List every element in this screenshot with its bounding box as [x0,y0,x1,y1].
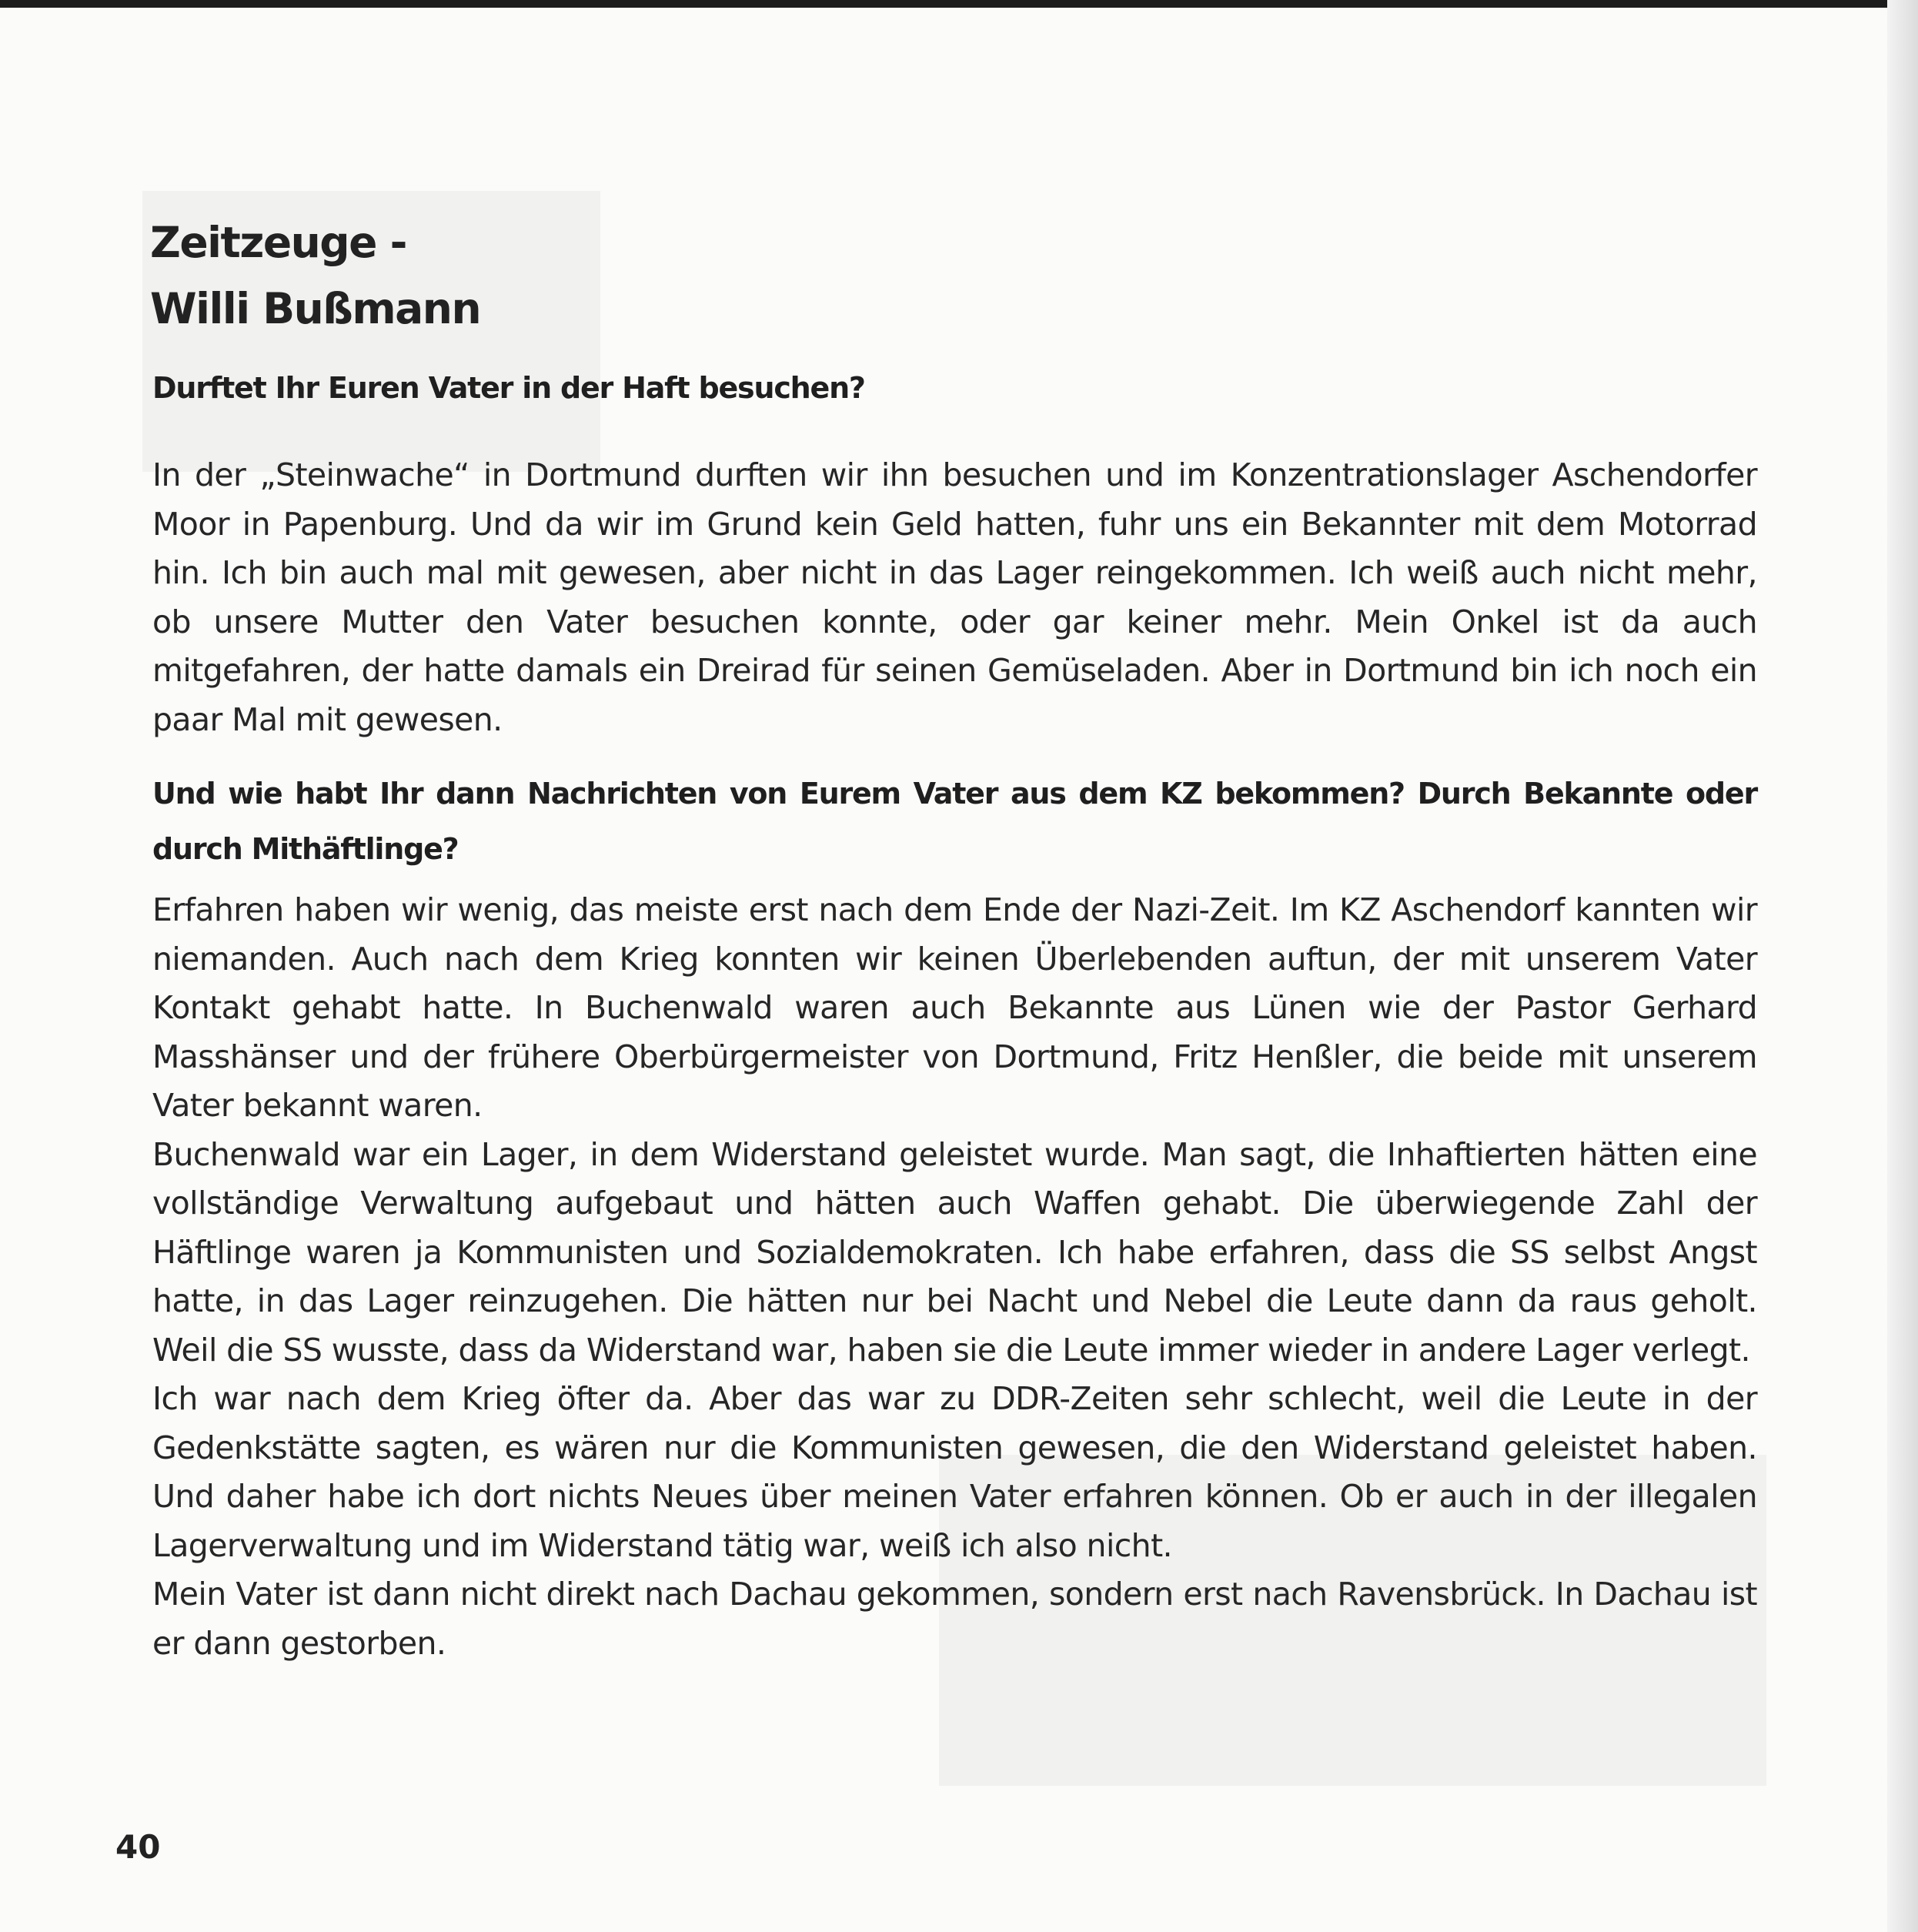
title-line-1: Zeitzeuge - [150,218,406,267]
page-title [150,209,480,342]
answer-2-paragraph-1: Erfahren haben wir wenig, das meiste erst nach dem Ende der Nazi-Zeit. Im KZ Aschendorf kannten wir niemanden. Auch nach dem Krieg konnten wir keinen Überlebenden auftun, der mit unserem Vater Kontakt gehabt hatte. In Buchenwald waren auch Bekannte aus Lünen wie der Pastor Gerhard Masshänser und der frühere Oberbürgermeister von Dortmund, Fritz Henßler, die beide mit unserem Vater bekannt waren. [152,891,1757,1124]
question-1: Durftet Ihr Euren Vater in der Haft besuchen? [152,371,865,405]
answer-2-paragraph-4: Mein Vater ist dann nicht direkt nach Dachau gekommen, sondern erst nach Ravensbrück. In Dachau ist er dann gestorben. [152,1576,1757,1662]
page-gutter [1887,0,1918,1932]
answer-1: In der „Steinwache“ in Dortmund durften wir ihn besuchen und im Konzentrationslager Aschendorfer Moor in Papenburg. Und da wir im Grund kein Geld hatten, fuhr uns ein Bekannter mit dem Motorrad hin. Ich bin auch mal mit gewesen, aber nicht in das Lager reingekommen. Ich weiß auch nicht mehr, ob unsere Mutter den Vater besuchen konnte, oder gar keiner mehr. Mein Onkel ist da auch mitgefahren, der hatte damals ein Dreirad für seinen Gemüseladen. Aber in Dortmund bin ich noch ein paar Mal mit gewesen. [152,456,1757,738]
interview-body [152,362,1757,1668]
page-number: 40 [115,1828,161,1866]
question-2: Und wie habt Ihr dann Nachrichten von Eurem Vater aus dem KZ bekommen? Durch Bekannte oder durch Mithäftlinge? [152,777,1757,866]
answer-2-paragraph-3: Ich war nach dem Krieg öfter da. Aber das war zu DDR-Zeiten sehr schlecht, weil die Leute in der Gedenkstätte sagten, es wären nur die Kommunisten gewesen, die den Widerstand geleistet haben. Und daher habe ich dort nichts Neues über meinen Vater erfahren können. Ob er auch in der illegalen Lagerverwaltung und im Widerstand tätig war, weiß ich also nicht. [152,1380,1757,1564]
scan-top-edge [0,0,1918,8]
answer-2-paragraph-2: Buchenwald war ein Lager, in dem Widerstand geleistet wurde. Man sagt, die Inhaftierten hätten eine vollständige Verwaltung aufgebaut und hätten auch Waffen gehabt. Die überwiegende Zahl der Häftlinge waren ja Kommunisten und Sozialdemokraten. Ich habe erfahren, dass die SS selbst Angst hatte, in das Lager reinzugehen. Die hätten nur bei Nacht und Nebel die Leute dann da raus geholt. Weil die SS wusste, dass da Widerstand war, haben sie die Leute immer wieder in andere Lager verlegt. [152,1135,1757,1369]
title-line-2: Willi Bußmann [150,284,481,333]
